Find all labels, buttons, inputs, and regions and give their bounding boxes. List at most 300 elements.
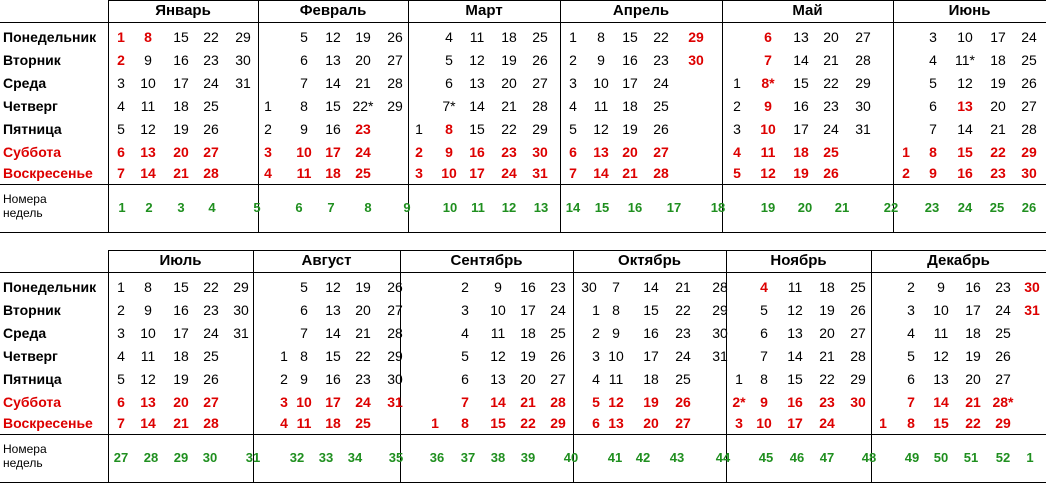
day-cell: 14 (325, 325, 341, 341)
day-cell: 1 (264, 98, 272, 114)
month-name: Январь (155, 2, 211, 19)
day-cell: 12 (140, 371, 156, 387)
day-cell: 19 (965, 348, 981, 364)
day-cell: 9 (144, 52, 152, 68)
day-cell: 25 (823, 144, 839, 160)
day-cell: 13 (325, 52, 341, 68)
day-cell: 11 (469, 29, 485, 45)
day-cell: 16 (787, 394, 803, 410)
day-cell: 11 (593, 98, 609, 114)
day-cell: 5 (733, 165, 741, 181)
day-cell: 26 (387, 279, 403, 295)
day-cell: 9 (300, 121, 308, 137)
day-cell: 6 (764, 29, 772, 45)
day-cell: 19 (355, 279, 371, 295)
day-cell: 14 (957, 121, 973, 137)
day-cell: 3 (592, 348, 600, 364)
week-number: 10 (442, 200, 458, 215)
weeks-bottom-border (0, 482, 1046, 483)
day-cell: 7 (760, 348, 768, 364)
day-cell: 22 (819, 371, 835, 387)
day-cell: 3 (461, 302, 469, 318)
day-cell: 12 (490, 348, 506, 364)
week-number: 17 (666, 200, 682, 215)
day-cell: 9 (144, 302, 152, 318)
day-cell: 28 (712, 279, 728, 295)
day-cell: 1 (117, 29, 125, 45)
week-number: 25 (989, 200, 1005, 215)
day-cell: 28 (387, 75, 403, 91)
day-cell: 7 (461, 394, 469, 410)
day-cell: 11 (296, 415, 312, 431)
day-cell: 18 (173, 348, 189, 364)
day-cell: 25 (203, 348, 219, 364)
day-cell: 27 (532, 75, 548, 91)
day-cell: 27 (387, 302, 403, 318)
day-cell: 29 (233, 279, 249, 295)
day-cell: 26 (550, 348, 566, 364)
day-cell: 24 (823, 121, 839, 137)
day-cell: 31 (233, 325, 249, 341)
day-cell: 29 (387, 98, 403, 114)
week-number: 41 (607, 450, 623, 465)
day-cell: 29 (235, 29, 251, 45)
day-cell: 5 (760, 302, 768, 318)
day-cell: 28 (653, 165, 669, 181)
day-cell: 10 (593, 75, 609, 91)
day-cell: 2 (264, 121, 272, 137)
day-cell: 20 (965, 371, 981, 387)
week-number: 38 (490, 450, 506, 465)
day-cell: 4 (592, 371, 600, 387)
day-cell: 26 (387, 29, 403, 45)
week-number: 49 (904, 450, 920, 465)
day-cell: 24 (355, 394, 371, 410)
day-cell: 30 (712, 325, 728, 341)
day-cell: 29 (688, 29, 704, 45)
week-number: 40 (563, 450, 579, 465)
day-cell: 22 (990, 144, 1006, 160)
day-cell: 6 (569, 144, 577, 160)
day-cell: 29 (550, 415, 566, 431)
day-cell: 30 (387, 371, 403, 387)
day-cell: 22 (203, 279, 219, 295)
day-cell: 22 (355, 348, 371, 364)
week-number: 22 (883, 200, 899, 215)
day-cell: 19 (819, 302, 835, 318)
day-cell: 15 (173, 29, 189, 45)
day-cell: 8 (612, 302, 620, 318)
day-cell: 19 (793, 165, 809, 181)
day-cell: 18 (501, 29, 517, 45)
day-cell: 27 (203, 144, 219, 160)
week-number: 42 (635, 450, 651, 465)
day-cell: 11 (140, 98, 156, 114)
day-cell: 11* (955, 52, 975, 68)
day-cell: 22 (653, 29, 669, 45)
day-cell: 15 (622, 29, 638, 45)
day-cell: 15 (490, 415, 506, 431)
day-cell: 18 (643, 371, 659, 387)
month-name: Август (301, 252, 352, 269)
day-name-4: Пятница (3, 121, 62, 137)
week-number: 45 (758, 450, 774, 465)
day-cell: 10 (490, 302, 506, 318)
day-cell: 2 (569, 52, 577, 68)
day-cell: 18 (622, 98, 638, 114)
day-name-5: Суббота (3, 144, 62, 160)
day-cell: 25 (532, 29, 548, 45)
week-number: 5 (253, 200, 261, 215)
day-cell: 3 (569, 75, 577, 91)
month-name: Сентябрь (450, 252, 523, 269)
day-name-1: Вторник (3, 302, 61, 318)
day-cell: 9 (612, 325, 620, 341)
day-cell: 22 (965, 415, 981, 431)
day-cell: 29 (995, 415, 1011, 431)
day-cell: 5 (461, 348, 469, 364)
day-name-2: Среда (3, 75, 47, 91)
day-cell: 17 (990, 29, 1006, 45)
day-cell: 26 (203, 121, 219, 137)
day-cell: 17 (622, 75, 638, 91)
day-cell: 2 (733, 98, 741, 114)
day-cell: 2 (592, 325, 600, 341)
day-cell: 8 (445, 121, 453, 137)
day-cell: 11 (296, 165, 312, 181)
day-cell: 21 (501, 98, 517, 114)
day-cell: 6 (117, 394, 125, 410)
day-cell: 26 (850, 302, 866, 318)
day-cell: 10 (760, 121, 776, 137)
day-cell: 6 (300, 52, 308, 68)
day-cell: 4 (461, 325, 469, 341)
day-cell: 5 (907, 348, 915, 364)
day-cell: 28 (387, 325, 403, 341)
days-bottom-border (0, 184, 1046, 185)
day-cell: 31 (1024, 302, 1040, 318)
day-cell: 5 (300, 279, 308, 295)
day-cell: 2 (461, 279, 469, 295)
day-cell: 29 (712, 302, 728, 318)
day-cell: 30 (233, 302, 249, 318)
days-bottom-border (0, 434, 1046, 435)
day-cell: 23 (675, 325, 691, 341)
month-name: Март (465, 2, 503, 19)
day-cell: 21 (355, 75, 371, 91)
day-cell: 23 (501, 144, 517, 160)
day-name-1: Вторник (3, 52, 61, 68)
day-cell: 17 (643, 348, 659, 364)
week-number: 9 (403, 200, 411, 215)
day-cell: 2 (415, 144, 423, 160)
day-cell: 15 (793, 75, 809, 91)
week-number: 33 (318, 450, 334, 465)
day-cell: 20 (355, 302, 371, 318)
day-cell: 12 (140, 121, 156, 137)
day-cell: 26 (653, 121, 669, 137)
day-cell: 1 (117, 279, 125, 295)
week-number: 3 (177, 200, 185, 215)
day-cell: 23 (550, 279, 566, 295)
day-cell: 20 (643, 415, 659, 431)
day-cell: 12 (787, 302, 803, 318)
day-cell: 23 (819, 394, 835, 410)
day-cell: 13 (593, 144, 609, 160)
day-cell: 12 (760, 165, 776, 181)
day-cell: 9 (445, 144, 453, 160)
month-name: Февраль (299, 2, 367, 19)
week-number: 16 (627, 200, 643, 215)
month-name: Апрель (612, 2, 670, 19)
month-name: Июль (159, 252, 202, 269)
day-cell: 20 (501, 75, 517, 91)
day-cell: 15 (469, 121, 485, 137)
day-cell: 21 (990, 121, 1006, 137)
day-cell: 17 (787, 415, 803, 431)
day-cell: 18 (965, 325, 981, 341)
week-number: 24 (957, 200, 973, 215)
day-cell: 24 (995, 302, 1011, 318)
day-cell: 31 (855, 121, 871, 137)
day-cell: 25 (850, 279, 866, 295)
day-cell: 2 (902, 165, 910, 181)
day-cell: 8 (929, 144, 937, 160)
day-cell: 9 (764, 98, 772, 114)
week-number: 20 (797, 200, 813, 215)
day-cell: 13 (793, 29, 809, 45)
day-cell: 10 (933, 302, 949, 318)
week-number: 18 (710, 200, 726, 215)
day-cell: 9 (929, 165, 937, 181)
day-cell: 29 (850, 371, 866, 387)
day-cell: 27 (203, 394, 219, 410)
day-cell: 8 (300, 98, 308, 114)
day-name-2: Среда (3, 325, 47, 341)
day-cell: 23 (203, 52, 219, 68)
day-cell: 7 (117, 165, 125, 181)
day-cell: 15 (643, 302, 659, 318)
day-cell: 17 (173, 75, 189, 91)
day-cell: 15 (957, 144, 973, 160)
day-cell: 4 (117, 348, 125, 364)
day-cell: 26 (675, 394, 691, 410)
day-cell: 5 (300, 29, 308, 45)
day-cell: 14 (933, 394, 949, 410)
day-cell: 25 (203, 98, 219, 114)
day-cell: 29 (1021, 144, 1037, 160)
day-cell: 22 (823, 75, 839, 91)
day-cell: 5 (569, 121, 577, 137)
month-name: Декабрь (927, 252, 990, 269)
day-cell: 18 (990, 52, 1006, 68)
day-name-3: Четверг (3, 98, 58, 114)
day-cell: 7 (569, 165, 577, 181)
day-cell: 11 (140, 348, 156, 364)
day-cell: 6 (907, 371, 915, 387)
day-cell: 3 (415, 165, 423, 181)
week-number: 37 (460, 450, 476, 465)
week-number: 2 (145, 200, 153, 215)
day-cell: 9 (494, 279, 502, 295)
day-cell: 16 (173, 52, 189, 68)
week-number: 35 (388, 450, 404, 465)
week-number: 52 (995, 450, 1011, 465)
week-number: 1 (118, 200, 126, 215)
month-header-bottom-border (0, 22, 1046, 23)
day-cell: 17 (793, 121, 809, 137)
day-cell: 2 (280, 371, 288, 387)
day-cell: 1 (569, 29, 577, 45)
day-names-divider (108, 0, 109, 232)
week-number: 4 (208, 200, 216, 215)
day-cell: 31 (235, 75, 251, 91)
day-cell: 17 (325, 144, 341, 160)
day-cell: 30 (235, 52, 251, 68)
day-cell: 13 (140, 394, 156, 410)
day-cell: 19 (173, 121, 189, 137)
day-cell: 6 (929, 98, 937, 114)
day-cell: 25 (653, 98, 669, 114)
day-cell: 20 (173, 144, 189, 160)
day-cell: 7 (907, 394, 915, 410)
day-cell: 17 (520, 302, 536, 318)
day-cell: 16 (469, 144, 485, 160)
day-cell: 20 (819, 325, 835, 341)
day-cell: 14 (140, 165, 156, 181)
day-cell: 25 (995, 325, 1011, 341)
week-number: 44 (715, 450, 731, 465)
day-cell: 30 (581, 279, 597, 295)
day-cell: 11 (608, 371, 624, 387)
day-cell: 12 (957, 75, 973, 91)
day-cell: 30 (1021, 165, 1037, 181)
day-name-5: Суббота (3, 394, 62, 410)
day-cell: 19 (622, 121, 638, 137)
day-name-6: Воскресенье (3, 165, 93, 181)
day-cell: 27 (995, 371, 1011, 387)
day-cell: 7 (929, 121, 937, 137)
day-cell: 21 (173, 165, 189, 181)
weeks-label: Номера недель (3, 192, 47, 220)
day-cell: 3 (929, 29, 937, 45)
day-cell: 7* (442, 98, 456, 114)
day-cell: 14 (793, 52, 809, 68)
day-cell: 11 (490, 325, 506, 341)
day-cell: 8 (597, 29, 605, 45)
day-cell: 28 (550, 394, 566, 410)
day-cell: 20 (823, 29, 839, 45)
day-cell: 11 (933, 325, 949, 341)
week-number: 7 (327, 200, 335, 215)
day-cell: 19 (990, 75, 1006, 91)
week-number: 26 (1021, 200, 1037, 215)
day-cell: 12 (469, 52, 485, 68)
month-name: Октябрь (618, 252, 681, 269)
day-cell: 28 (850, 348, 866, 364)
day-cell: 20 (355, 52, 371, 68)
week-number: 13 (533, 200, 549, 215)
week-number: 47 (819, 450, 835, 465)
day-cell: 29 (855, 75, 871, 91)
day-cell: 24 (355, 144, 371, 160)
day-cell: 5 (117, 121, 125, 137)
day-cell: 26 (532, 52, 548, 68)
day-cell: 1 (879, 415, 887, 431)
day-cell: 2 (117, 52, 125, 68)
week-number: 31 (245, 450, 261, 465)
day-cell: 10 (756, 415, 772, 431)
day-cell: 22 (501, 121, 517, 137)
day-cell: 28 (532, 98, 548, 114)
day-cell: 28 (855, 52, 871, 68)
day-cell: 4 (929, 52, 937, 68)
day-cell: 22 (203, 29, 219, 45)
day-cell: 27 (850, 325, 866, 341)
day-cell: 7 (612, 279, 620, 295)
day-cell: 4 (569, 98, 577, 114)
day-cell: 25 (675, 371, 691, 387)
day-cell: 2* (732, 394, 746, 410)
day-cell: 3 (280, 394, 288, 410)
week-number: 51 (963, 450, 979, 465)
day-cell: 29 (532, 121, 548, 137)
day-cell: 4 (760, 279, 768, 295)
day-cell: 22* (352, 98, 374, 114)
week-number: 12 (501, 200, 517, 215)
week-number: 14 (565, 200, 581, 215)
day-cell: 5 (445, 52, 453, 68)
day-cell: 24 (203, 325, 219, 341)
day-cell: 30 (850, 394, 866, 410)
day-cell: 5 (117, 371, 125, 387)
day-cell: 25 (550, 325, 566, 341)
day-cell: 27 (855, 29, 871, 45)
day-cell: 4 (733, 144, 741, 160)
week-number: 28 (143, 450, 159, 465)
day-cell: 27 (550, 371, 566, 387)
day-cell: 10 (608, 348, 624, 364)
week-number: 15 (594, 200, 610, 215)
day-cell: 14 (643, 279, 659, 295)
week-number: 29 (173, 450, 189, 465)
day-cell: 23 (203, 302, 219, 318)
week-number: 36 (429, 450, 445, 465)
day-cell: 8 (461, 415, 469, 431)
day-cell: 27 (387, 52, 403, 68)
day-cell: 18 (819, 279, 835, 295)
day-cell: 21 (823, 52, 839, 68)
day-cell: 16 (965, 279, 981, 295)
day-cell: 26 (203, 371, 219, 387)
day-cell: 6 (117, 144, 125, 160)
day-cell: 21 (355, 325, 371, 341)
day-cell: 8 (144, 279, 152, 295)
day-cell: 1 (902, 144, 910, 160)
month-header-bottom-border (0, 272, 1046, 273)
day-cell: 26 (1021, 75, 1037, 91)
day-cell: 10 (296, 144, 312, 160)
day-cell: 3 (264, 144, 272, 160)
month-name: Ноябрь (770, 252, 827, 269)
day-cell: 2 (907, 279, 915, 295)
day-cell: 12 (593, 121, 609, 137)
day-cell: 9 (760, 394, 768, 410)
day-cell: 3 (117, 75, 125, 91)
day-cell: 14 (490, 394, 506, 410)
day-cell: 12 (325, 29, 341, 45)
day-cell: 28 (203, 165, 219, 181)
